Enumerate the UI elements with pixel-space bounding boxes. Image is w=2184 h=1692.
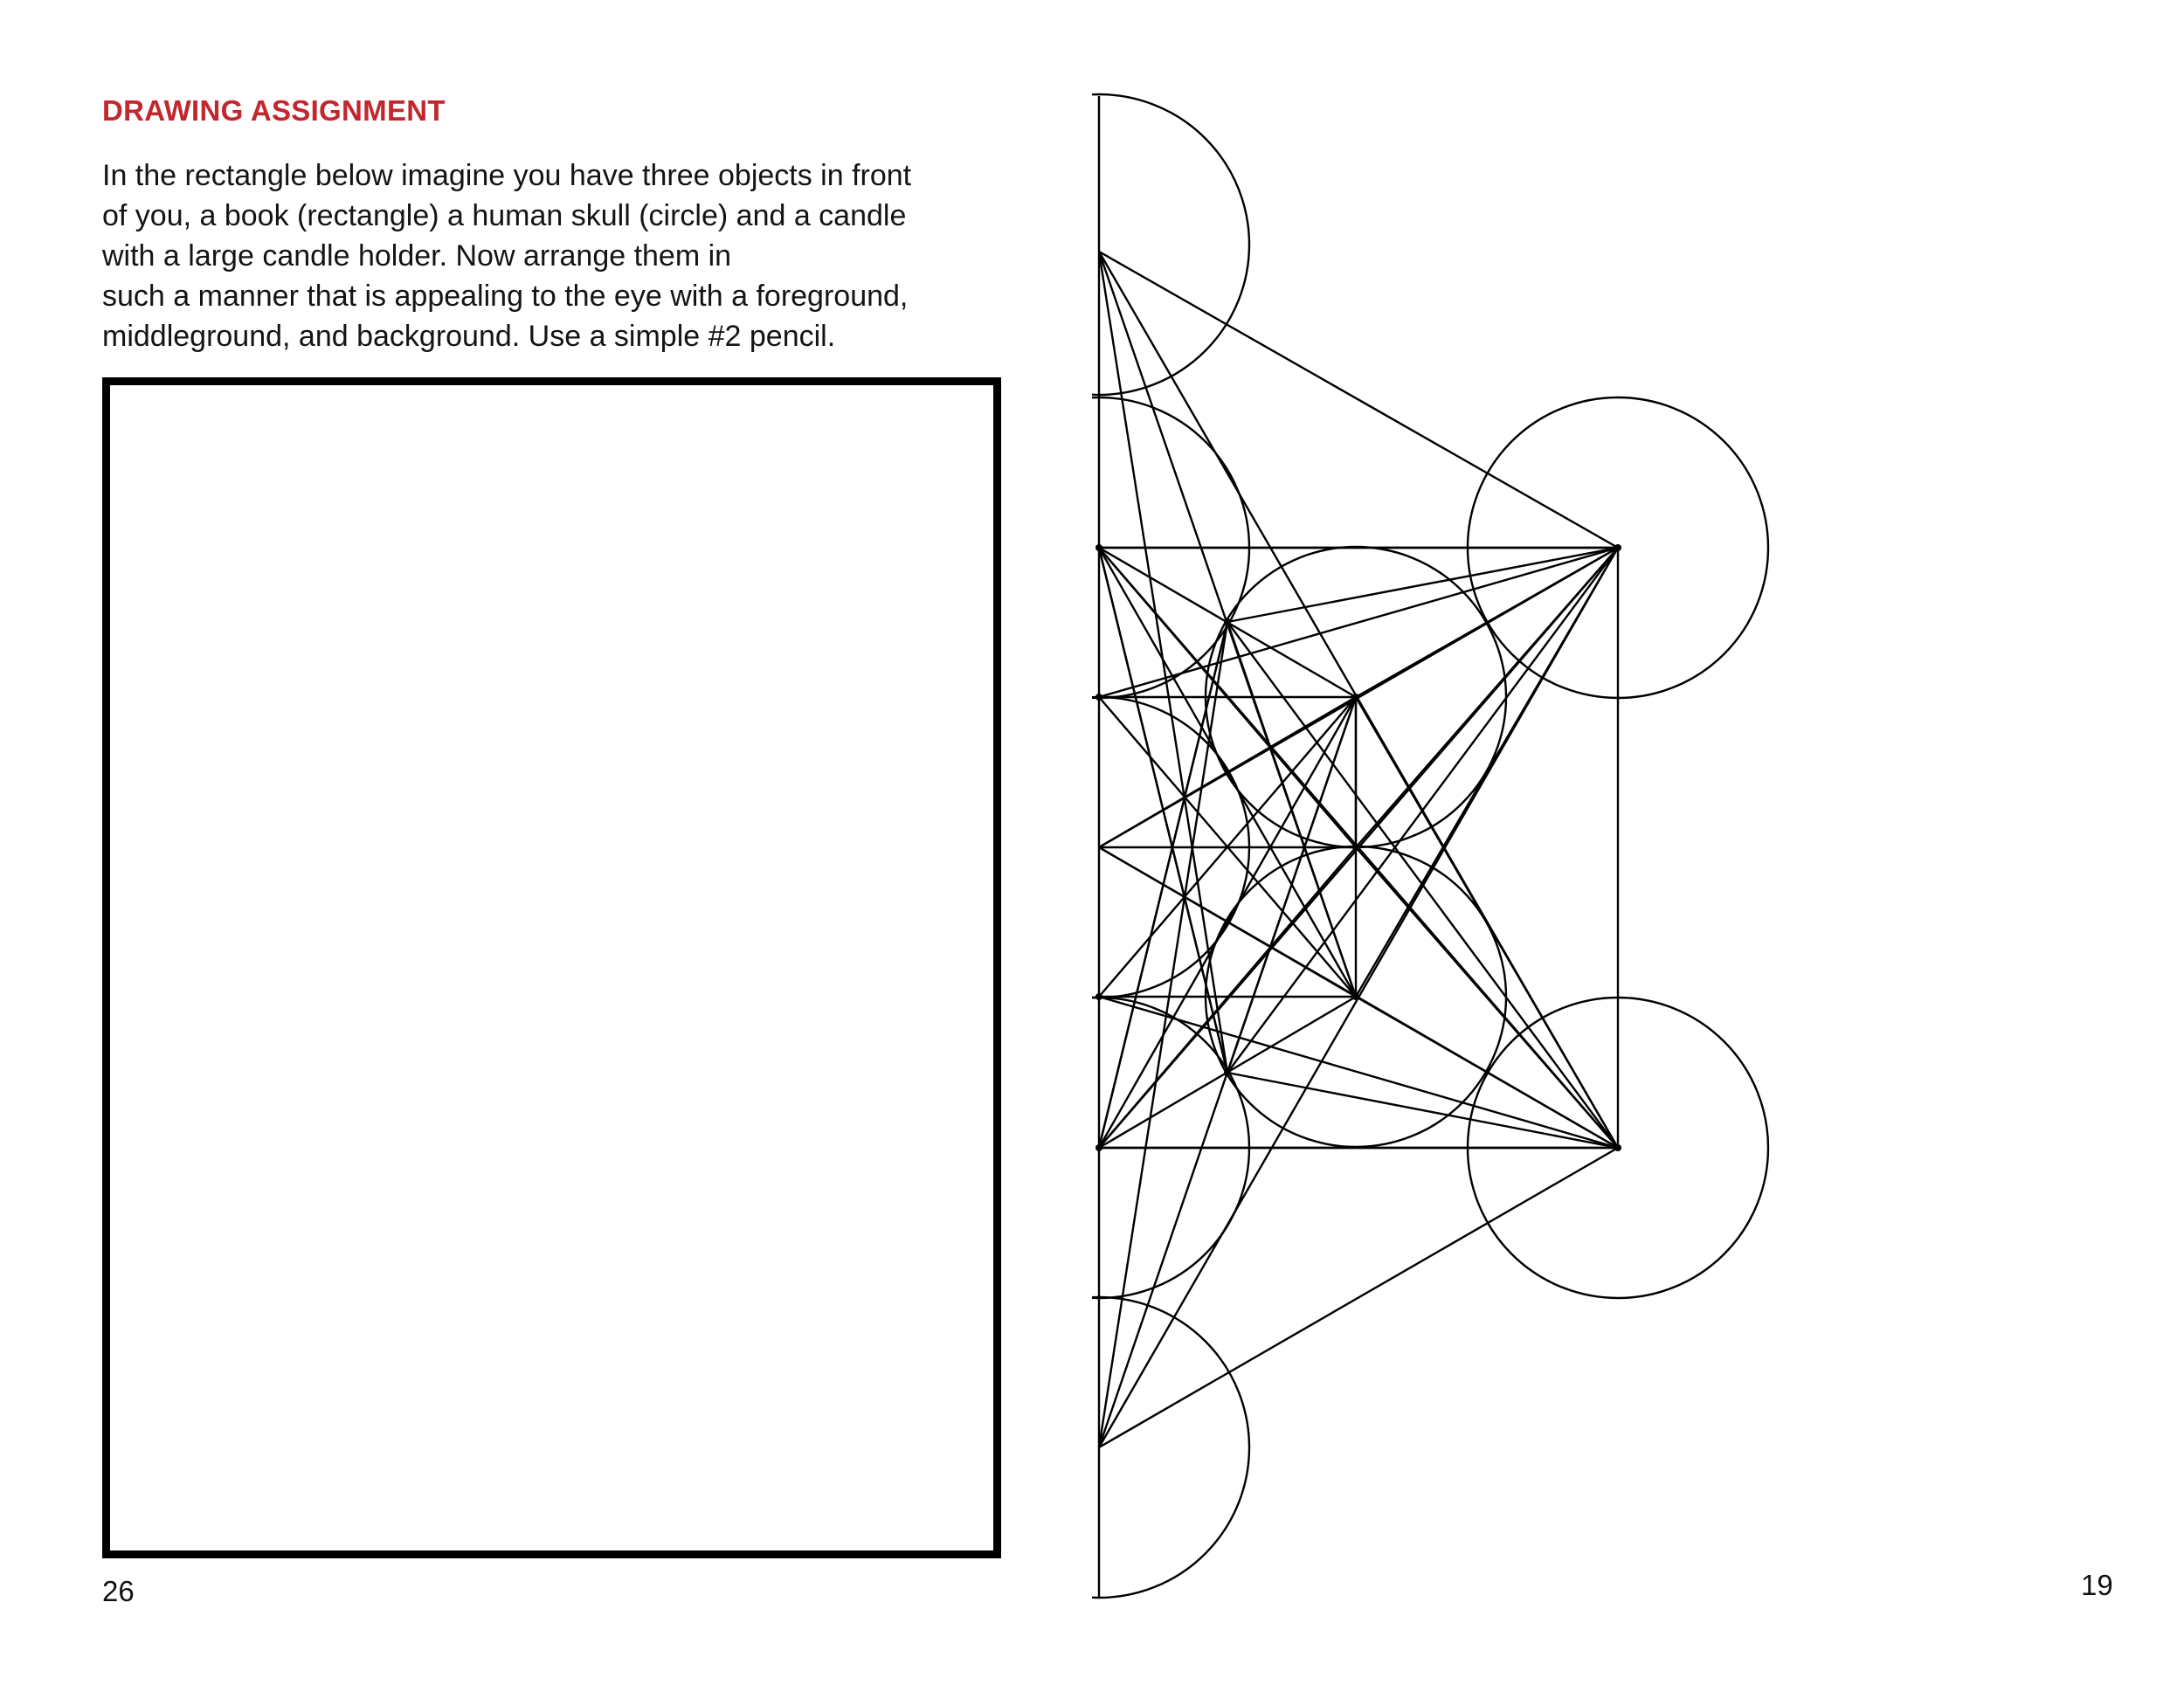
geometry-figure bbox=[1092, 0, 2184, 1688]
construction-line bbox=[1099, 252, 1227, 1073]
instruction-line: middleground, and background. Use a simple #2 pencil. bbox=[102, 320, 836, 353]
construction-line bbox=[1099, 697, 1356, 847]
construction-line bbox=[1356, 847, 1618, 1148]
construction-line bbox=[1099, 622, 1227, 1148]
assignment-instructions bbox=[102, 155, 1028, 356]
assignment-heading: DRAWING ASSIGNMENT bbox=[102, 94, 446, 127]
construction-line bbox=[1356, 548, 1618, 847]
construction-line bbox=[1099, 847, 1356, 997]
construction-line bbox=[1227, 697, 1356, 1073]
instruction-line: with a large candle holder. Now arrange them in bbox=[102, 239, 732, 273]
vertex-dot bbox=[1614, 544, 1621, 551]
construction-line bbox=[1356, 697, 1618, 1148]
page-number-left: 26 bbox=[102, 1575, 135, 1607]
vertex-dot bbox=[1095, 993, 1102, 1000]
construction-line bbox=[1356, 997, 1618, 1148]
construction-line bbox=[1099, 548, 1227, 1073]
vertex-dot bbox=[1224, 1069, 1231, 1076]
vertex-dot bbox=[1224, 618, 1231, 625]
geometry-lines bbox=[1092, 94, 1768, 1599]
left-page bbox=[0, 0, 1092, 1688]
top-left-circle bbox=[1092, 94, 1249, 395]
construction-line bbox=[1227, 622, 1618, 1148]
vertex-dot bbox=[1095, 1144, 1102, 1151]
construction-line bbox=[1099, 548, 1618, 697]
vertex-dot bbox=[1352, 694, 1359, 701]
construction-line bbox=[1227, 622, 1356, 997]
triangle-upper-edge bbox=[1099, 252, 1618, 548]
geometry-figure-svg bbox=[1092, 0, 2184, 1688]
construction-line bbox=[1356, 548, 1618, 697]
vertex-dot bbox=[1352, 844, 1359, 851]
page-number-right: 19 bbox=[2081, 1569, 2113, 1601]
instruction-line: In the rectangle below imagine you have three objects in front bbox=[102, 159, 912, 192]
vertex-dot bbox=[1095, 544, 1102, 551]
vertex-dot bbox=[1095, 694, 1102, 701]
triangle-lower-edge bbox=[1099, 1148, 1618, 1447]
construction-line bbox=[1356, 548, 1618, 997]
instruction-line: of you, a book (rectangle) a human skull (circle) and a candle bbox=[102, 199, 907, 232]
drawing-rectangle[interactable] bbox=[102, 377, 1001, 1558]
vertex-dot bbox=[1352, 993, 1359, 1000]
vertex-dot bbox=[1614, 1144, 1621, 1151]
construction-line bbox=[1227, 1073, 1618, 1148]
instruction-line: such a manner that is appealing to the eye with a foreground, bbox=[102, 280, 909, 313]
construction-line bbox=[1227, 548, 1618, 622]
